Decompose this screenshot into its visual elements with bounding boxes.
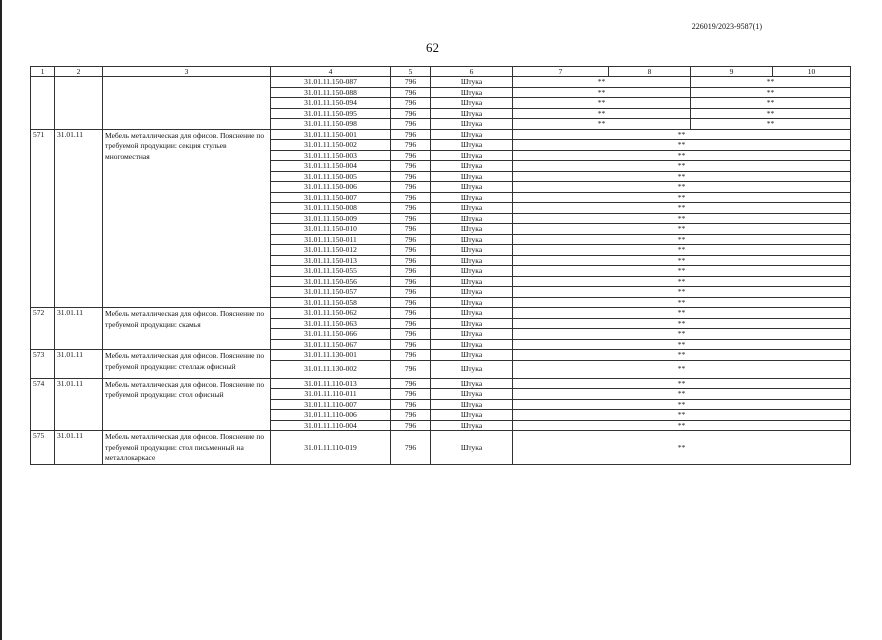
cell-unit-name: Штука	[431, 77, 513, 88]
cell-desc: Мебель металлическая для офисов. Пояснение по требуемой продукции: стол офисный	[103, 378, 271, 431]
column-header-row	[31, 67, 851, 77]
cell-unit-code: 796	[391, 318, 431, 329]
cell-unit-code: 796	[391, 150, 431, 161]
cell-price-mark: **	[513, 98, 691, 109]
cell-code: 31.01.11.150-008	[271, 203, 391, 214]
cell-unit-code: 796	[391, 213, 431, 224]
column-header-9: 9	[691, 67, 773, 77]
cell-unit-name: Штука	[431, 245, 513, 256]
cell-unit-code: 796	[391, 399, 431, 410]
cell-unit-code: 796	[391, 378, 431, 389]
cell-unit-code: 796	[391, 108, 431, 119]
cell-code: 31.01.11.150-095	[271, 108, 391, 119]
cell-unit-name: Штука	[431, 129, 513, 140]
cell-code: 31.01.11.150-098	[271, 119, 391, 130]
cell-okpd: 31.01.11	[55, 378, 103, 431]
cell-code: 31.01.11.150-010	[271, 224, 391, 235]
cell-unit-code: 796	[391, 77, 431, 88]
cell-code: 31.01.11.150-055	[271, 266, 391, 277]
cell-unit-name: Штука	[431, 297, 513, 308]
cell-desc: Мебель металлическая для офисов. Пояснение по требуемой продукции: стол письменный на металлокаркасе	[103, 431, 271, 465]
cell-unit-code: 796	[391, 98, 431, 109]
cell-code: 31.01.11.150-062	[271, 308, 391, 319]
cell-unit-name: Штука	[431, 399, 513, 410]
cell-price-mark: **	[513, 129, 851, 140]
cell-price-mark: **	[513, 87, 691, 98]
cell-code: 31.01.11.130-002	[271, 360, 391, 378]
cell-code: 31.01.11.150-067	[271, 339, 391, 350]
cell-unit-name: Штука	[431, 234, 513, 245]
cell-unit-name: Штука	[431, 318, 513, 329]
cell-price-mark: **	[513, 329, 851, 340]
cell-code: 31.01.11.150-094	[271, 98, 391, 109]
cell-price-mark: **	[513, 171, 851, 182]
cell-price-mark: **	[691, 108, 851, 119]
column-header-3: 3	[103, 67, 271, 77]
cell-code: 31.01.11.110-007	[271, 399, 391, 410]
cell-num: 571	[31, 129, 55, 308]
table-row	[31, 129, 851, 140]
table-row	[31, 350, 851, 361]
cell-code: 31.01.11.110-011	[271, 389, 391, 400]
cell-price-mark: **	[513, 389, 851, 400]
cell-unit-name: Штука	[431, 161, 513, 172]
cell-price-mark: **	[513, 378, 851, 389]
scan-edge-line	[0, 0, 2, 640]
cell-code: 31.01.11.110-004	[271, 420, 391, 431]
cell-unit-code: 796	[391, 389, 431, 400]
cell-code: 31.01.11.130-001	[271, 350, 391, 361]
cell-code: 31.01.11.150-001	[271, 129, 391, 140]
cell-price-mark: **	[513, 297, 851, 308]
cell-price-mark: **	[513, 308, 851, 319]
cell-okpd: 31.01.11	[55, 350, 103, 379]
cell-code: 31.01.11.150-013	[271, 255, 391, 266]
cell-okpd: 31.01.11	[55, 431, 103, 465]
cell-unit-code: 796	[391, 255, 431, 266]
cell-code: 31.01.11.150-009	[271, 213, 391, 224]
cell-code: 31.01.11.150-005	[271, 171, 391, 182]
procurement-table	[30, 66, 851, 465]
cell-code: 31.01.11.150-004	[271, 161, 391, 172]
cell-num	[31, 77, 55, 130]
cell-code: 31.01.11.150-066	[271, 329, 391, 340]
cell-price-mark: **	[513, 108, 691, 119]
document-number: 226019/2023-9587(1)	[691, 22, 762, 31]
cell-num: 573	[31, 350, 55, 379]
cell-desc	[103, 77, 271, 130]
cell-unit-name: Штука	[431, 108, 513, 119]
cell-unit-name: Штука	[431, 389, 513, 400]
column-header-4: 4	[271, 67, 391, 77]
column-header-8: 8	[609, 67, 691, 77]
cell-unit-code: 796	[391, 297, 431, 308]
cell-unit-name: Штука	[431, 329, 513, 340]
cell-price-mark: **	[691, 77, 851, 88]
cell-price-mark: **	[513, 266, 851, 277]
cell-unit-name: Штука	[431, 119, 513, 130]
cell-unit-name: Штука	[431, 339, 513, 350]
cell-unit-name: Штука	[431, 87, 513, 98]
cell-unit-code: 796	[391, 431, 431, 465]
column-header-7: 7	[513, 67, 609, 77]
cell-unit-name: Штука	[431, 182, 513, 193]
cell-price-mark: **	[513, 245, 851, 256]
cell-price-mark: **	[513, 119, 691, 130]
cell-price-mark: **	[691, 87, 851, 98]
cell-okpd	[55, 77, 103, 130]
cell-unit-name: Штука	[431, 213, 513, 224]
cell-unit-name: Штука	[431, 287, 513, 298]
cell-code: 31.01.11.150-063	[271, 318, 391, 329]
cell-unit-code: 796	[391, 192, 431, 203]
column-header-10: 10	[773, 67, 851, 77]
cell-unit-name: Штука	[431, 360, 513, 378]
cell-unit-name: Штука	[431, 350, 513, 361]
cell-okpd: 31.01.11	[55, 129, 103, 308]
cell-num: 572	[31, 308, 55, 350]
cell-price-mark: **	[513, 182, 851, 193]
cell-price-mark: **	[513, 431, 851, 465]
cell-unit-name: Штука	[431, 150, 513, 161]
cell-unit-name: Штука	[431, 255, 513, 266]
cell-price-mark: **	[513, 350, 851, 361]
cell-unit-code: 796	[391, 224, 431, 235]
cell-code: 31.01.11.150-057	[271, 287, 391, 298]
cell-code: 31.01.11.110-006	[271, 410, 391, 421]
cell-unit-name: Штука	[431, 140, 513, 151]
cell-unit-code: 796	[391, 339, 431, 350]
cell-unit-name: Штука	[431, 203, 513, 214]
cell-unit-code: 796	[391, 308, 431, 319]
cell-unit-name: Штука	[431, 431, 513, 465]
column-header-1: 1	[31, 67, 55, 77]
table-row	[31, 308, 851, 319]
cell-price-mark: **	[513, 318, 851, 329]
cell-unit-code: 796	[391, 329, 431, 340]
cell-num: 574	[31, 378, 55, 431]
cell-price-mark: **	[513, 276, 851, 287]
cell-price-mark: **	[513, 213, 851, 224]
page-number: 62	[426, 40, 439, 55]
cell-unit-code: 796	[391, 203, 431, 214]
cell-price-mark: **	[513, 287, 851, 298]
cell-unit-code: 796	[391, 410, 431, 421]
cell-unit-code: 796	[391, 140, 431, 151]
cell-unit-name: Штука	[431, 276, 513, 287]
cell-code: 31.01.11.150-003	[271, 150, 391, 161]
cell-okpd: 31.01.11	[55, 308, 103, 350]
cell-unit-code: 796	[391, 161, 431, 172]
cell-desc: Мебель металлическая для офисов. Пояснение по требуемой продукции: скамья	[103, 308, 271, 350]
cell-unit-code: 796	[391, 234, 431, 245]
cell-unit-code: 796	[391, 129, 431, 140]
cell-price-mark: **	[513, 150, 851, 161]
cell-code: 31.01.11.150-007	[271, 192, 391, 203]
cell-unit-name: Штука	[431, 378, 513, 389]
cell-unit-code: 796	[391, 420, 431, 431]
cell-price-mark: **	[513, 339, 851, 350]
cell-unit-code: 796	[391, 87, 431, 98]
cell-price-mark: **	[513, 399, 851, 410]
cell-desc: Мебель металлическая для офисов. Пояснение по требуемой продукции: секция стульев многоместная	[103, 129, 271, 308]
cell-unit-code: 796	[391, 360, 431, 378]
cell-code: 31.01.11.150-012	[271, 245, 391, 256]
cell-code: 31.01.11.150-011	[271, 234, 391, 245]
cell-unit-name: Штука	[431, 308, 513, 319]
cell-code: 31.01.11.150-002	[271, 140, 391, 151]
table-row	[31, 77, 851, 88]
table-row	[31, 378, 851, 389]
cell-unit-code: 796	[391, 276, 431, 287]
cell-code: 31.01.11.150-056	[271, 276, 391, 287]
cell-price-mark: **	[513, 192, 851, 203]
cell-unit-code: 796	[391, 182, 431, 193]
cell-price-mark: **	[513, 234, 851, 245]
cell-unit-name: Штука	[431, 266, 513, 277]
cell-code: 31.01.11.150-058	[271, 297, 391, 308]
cell-price-mark: **	[513, 77, 691, 88]
cell-unit-code: 796	[391, 245, 431, 256]
cell-unit-code: 796	[391, 287, 431, 298]
cell-unit-name: Штука	[431, 410, 513, 421]
cell-price-mark: **	[513, 224, 851, 235]
cell-price-mark: **	[513, 420, 851, 431]
cell-price-mark: **	[513, 161, 851, 172]
column-header-5: 5	[391, 67, 431, 77]
cell-unit-name: Штука	[431, 192, 513, 203]
column-header-2: 2	[55, 67, 103, 77]
cell-price-mark: **	[691, 98, 851, 109]
cell-code: 31.01.11.110-019	[271, 431, 391, 465]
cell-unit-name: Штука	[431, 224, 513, 235]
cell-price-mark: **	[691, 119, 851, 130]
cell-price-mark: **	[513, 255, 851, 266]
table-body	[31, 77, 851, 465]
cell-unit-name: Штука	[431, 171, 513, 182]
cell-price-mark: **	[513, 410, 851, 421]
cell-unit-code: 796	[391, 171, 431, 182]
cell-code: 31.01.11.110-013	[271, 378, 391, 389]
cell-price-mark: **	[513, 360, 851, 378]
column-header-6: 6	[431, 67, 513, 77]
cell-num: 575	[31, 431, 55, 465]
cell-unit-code: 796	[391, 350, 431, 361]
cell-price-mark: **	[513, 203, 851, 214]
cell-code: 31.01.11.150-087	[271, 77, 391, 88]
cell-code: 31.01.11.150-006	[271, 182, 391, 193]
cell-unit-code: 796	[391, 119, 431, 130]
cell-desc: Мебель металлическая для офисов. Пояснение по требуемой продукции: стеллаж офисный	[103, 350, 271, 379]
cell-unit-name: Штука	[431, 98, 513, 109]
cell-price-mark: **	[513, 140, 851, 151]
cell-unit-name: Штука	[431, 420, 513, 431]
cell-code: 31.01.11.150-088	[271, 87, 391, 98]
table-row	[31, 431, 851, 465]
cell-unit-code: 796	[391, 266, 431, 277]
